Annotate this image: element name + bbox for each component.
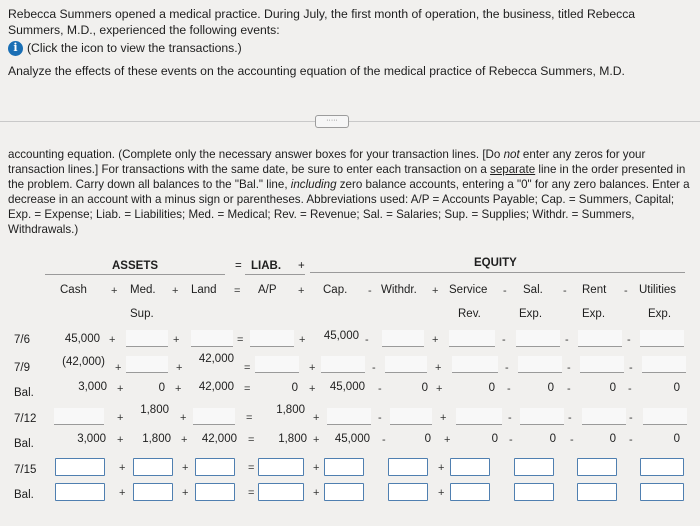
instructions-text: accounting equation. (Complete only the necessary answer boxes for your transaction lines. [Do not enter any zeros for your transaction lines.] For transactions with the same date, be sure to enter each transaction on a separate line in the order presented in the problem. Carry down all balances to the "Bal." line, including zero balance accounts, entering a "0" for any zero balances. Enter a decrease in an account with a minus sign or parentheses. Abbreviations used: A/P = Accounts Payable; Cap. = Summers, Capital; Exp. = Expense; Liab. = Liabilities; Med. = Medical; Rev. = Revenue; Sal. = Salaries; Sup. = Supplies; Withdr. = Summers, Withdrawals.)	[8, 148, 690, 236]
row-date: 7/6	[14, 334, 30, 346]
ap-input[interactable]	[258, 458, 304, 476]
col-service: Service	[449, 284, 488, 296]
op: +	[313, 462, 320, 474]
service-rev-input[interactable]	[452, 356, 498, 373]
service-rev-value: 0	[488, 382, 495, 394]
cash-value: 45,000	[64, 333, 100, 345]
col-sal-exp: Exp.	[519, 308, 543, 320]
problem-intro	[8, 6, 688, 79]
op: =	[237, 334, 244, 346]
col-med: Med.	[130, 284, 156, 296]
op: -	[502, 334, 506, 346]
expand-button[interactable]: ·····	[315, 115, 349, 128]
sal-exp-input[interactable]	[518, 356, 562, 373]
equity-heading: EQUITY	[474, 257, 517, 269]
land-value: 42,000	[198, 381, 234, 393]
plus-sign: +	[298, 260, 305, 272]
land-input[interactable]	[191, 330, 233, 347]
op: -	[365, 334, 369, 346]
service-rev-input[interactable]	[456, 408, 502, 425]
op: +	[313, 487, 320, 499]
assets-rule	[45, 274, 225, 275]
land-value: 42,000	[198, 353, 234, 365]
cash-value: 3,000	[78, 381, 107, 393]
row-date: Bal.	[14, 489, 34, 501]
cap-value: 45,000	[329, 381, 365, 393]
cap-value: 45,000	[334, 433, 370, 445]
op: -	[629, 412, 633, 424]
op: +	[111, 285, 118, 297]
withdr-input[interactable]	[390, 408, 432, 425]
op: +	[313, 412, 320, 424]
sal-exp-input[interactable]	[514, 483, 554, 501]
op: +	[432, 285, 439, 297]
ap-value: 1,800	[278, 433, 307, 445]
service-rev-input[interactable]	[450, 483, 490, 501]
op: -	[505, 362, 509, 374]
withdr-input[interactable]	[385, 356, 427, 373]
op: +	[115, 362, 122, 374]
rent-exp-value: 0	[609, 382, 616, 394]
op: +	[436, 383, 443, 395]
col-util: Utilities	[639, 284, 677, 296]
equity-rule	[310, 272, 685, 273]
cap-input[interactable]	[324, 483, 364, 501]
op: -	[368, 285, 372, 297]
row-date: 7/12	[14, 413, 37, 425]
op: +	[438, 462, 445, 474]
op: +	[299, 334, 306, 346]
op: -	[508, 412, 512, 424]
col-land: Land	[191, 284, 217, 296]
service-rev-value: 0	[491, 433, 498, 445]
rent-exp-input[interactable]	[582, 408, 626, 425]
ap-input[interactable]	[250, 330, 294, 347]
op: =	[248, 434, 255, 446]
service-rev-input[interactable]	[450, 458, 490, 476]
cash-input[interactable]	[55, 483, 105, 501]
op: -	[567, 362, 571, 374]
cash-input[interactable]	[55, 458, 105, 476]
cap-input[interactable]	[321, 356, 365, 373]
col-ap: A/P	[258, 284, 277, 296]
col-sal: Sal.	[523, 284, 543, 296]
land-value: 42,000	[201, 433, 237, 445]
service-rev-input[interactable]	[449, 330, 495, 347]
op: +	[109, 334, 116, 346]
op: -	[567, 383, 571, 395]
op: =	[248, 462, 255, 474]
cap-value: 45,000	[323, 330, 359, 342]
op: +	[298, 285, 305, 297]
op: =	[234, 285, 241, 297]
withdr-input[interactable]	[388, 458, 428, 476]
op: +	[117, 383, 124, 395]
withdr-input[interactable]	[388, 483, 428, 501]
op: +	[181, 434, 188, 446]
op: +	[313, 434, 320, 446]
op: +	[182, 462, 189, 474]
transactions-link[interactable]	[8, 40, 688, 56]
util-exp-input[interactable]	[640, 458, 684, 476]
op: -	[509, 434, 513, 446]
med-value: 1,800	[142, 433, 171, 445]
med-input[interactable]	[126, 356, 168, 373]
op: +	[172, 285, 179, 297]
rent-exp-value: 0	[609, 433, 616, 445]
cash-value: (42,000)	[62, 356, 105, 368]
op: -	[624, 285, 628, 297]
row-date: 7/15	[14, 464, 37, 476]
cap-input[interactable]	[327, 408, 371, 425]
op: +	[175, 383, 182, 395]
rent-exp-input[interactable]	[578, 330, 622, 347]
op: -	[565, 334, 569, 346]
op: +	[438, 487, 445, 499]
rent-exp-input[interactable]	[577, 458, 617, 476]
row-date: Bal.	[14, 387, 34, 399]
op: +	[309, 383, 316, 395]
op: +	[309, 362, 316, 374]
util-exp-value: 0	[673, 433, 680, 445]
liab-rule	[245, 274, 305, 275]
op: +	[440, 412, 447, 424]
sal-exp-value: 0	[549, 433, 556, 445]
op: -	[378, 383, 382, 395]
med-input[interactable]	[133, 483, 173, 501]
util-exp-input[interactable]	[642, 356, 686, 373]
util-exp-input[interactable]	[643, 408, 687, 425]
op: +	[180, 412, 187, 424]
op: -	[563, 285, 567, 297]
op: +	[176, 362, 183, 374]
op: +	[173, 334, 180, 346]
col-sup: Sup.	[130, 308, 154, 320]
col-rev: Rev.	[458, 308, 481, 320]
op: +	[119, 487, 126, 499]
op: +	[182, 487, 189, 499]
sal-exp-value: 0	[547, 382, 554, 394]
col-cash: Cash	[60, 284, 87, 296]
util-exp-value: 0	[673, 382, 680, 394]
col-cap: Cap.	[323, 284, 348, 296]
op: -	[378, 412, 382, 424]
op: =	[244, 383, 251, 395]
rent-exp-input[interactable]	[577, 483, 617, 501]
op: +	[432, 334, 439, 346]
ap-input[interactable]	[258, 483, 304, 501]
intro-text: Rebecca Summers opened a medical practice. During July, the first month of operation, the business, titled Rebecca Summers, M.D., experienced the following events:	[8, 7, 636, 37]
sal-exp-input[interactable]	[514, 458, 554, 476]
sal-exp-input[interactable]	[520, 408, 564, 425]
op: -	[507, 383, 511, 395]
col-rent: Rent	[582, 284, 607, 296]
withdr-value: 0	[424, 433, 431, 445]
land-input[interactable]	[195, 458, 235, 476]
op: -	[382, 434, 386, 446]
op: +	[435, 362, 442, 374]
analyze-text: Analyze the effects of these events on the accounting equation of the medical practice of Rebecca Summers, M.D.	[8, 64, 625, 78]
op: -	[629, 362, 633, 374]
land-input[interactable]	[195, 483, 235, 501]
ap-value: 1,800	[276, 404, 305, 416]
equals-sign: =	[235, 260, 242, 272]
col-withdr: Withdr.	[381, 284, 417, 296]
op: +	[117, 434, 124, 446]
op: -	[568, 412, 572, 424]
op: -	[628, 383, 632, 395]
op: -	[627, 334, 631, 346]
info-icon[interactable]: i	[8, 41, 23, 56]
cash-input[interactable]	[54, 408, 104, 425]
med-value: 1,800	[140, 404, 169, 416]
ap-value: 0	[291, 382, 298, 394]
rent-exp-input[interactable]	[580, 356, 624, 373]
op: =	[244, 362, 251, 374]
withdr-input[interactable]	[382, 330, 424, 347]
op: -	[629, 434, 633, 446]
ap-input[interactable]	[255, 356, 299, 373]
click-icon-text: (Click the icon to view the transactions.)	[27, 41, 242, 55]
liab-heading: LIAB.	[251, 260, 282, 272]
op: =	[246, 412, 253, 424]
util-exp-input[interactable]	[640, 483, 684, 501]
med-value: 0	[158, 382, 165, 394]
op: +	[117, 412, 124, 424]
op: -	[503, 285, 507, 297]
util-exp-input[interactable]	[640, 330, 684, 347]
cash-value: 3,000	[77, 433, 106, 445]
assets-heading: ASSETS	[112, 260, 159, 272]
row-date: Bal.	[14, 438, 34, 450]
land-input[interactable]	[193, 408, 235, 425]
med-input[interactable]	[133, 458, 173, 476]
op: +	[119, 462, 126, 474]
section-divider	[0, 121, 700, 122]
op: +	[444, 434, 451, 446]
row-date: 7/9	[14, 362, 30, 374]
op: -	[570, 434, 574, 446]
op: -	[372, 362, 376, 374]
cap-input[interactable]	[324, 458, 364, 476]
withdr-value: 0	[421, 382, 428, 394]
sal-exp-input[interactable]	[516, 330, 560, 347]
col-rent-exp: Exp.	[582, 308, 606, 320]
col-util-exp: Exp.	[648, 308, 672, 320]
op: =	[248, 487, 255, 499]
med-input[interactable]	[126, 330, 168, 347]
